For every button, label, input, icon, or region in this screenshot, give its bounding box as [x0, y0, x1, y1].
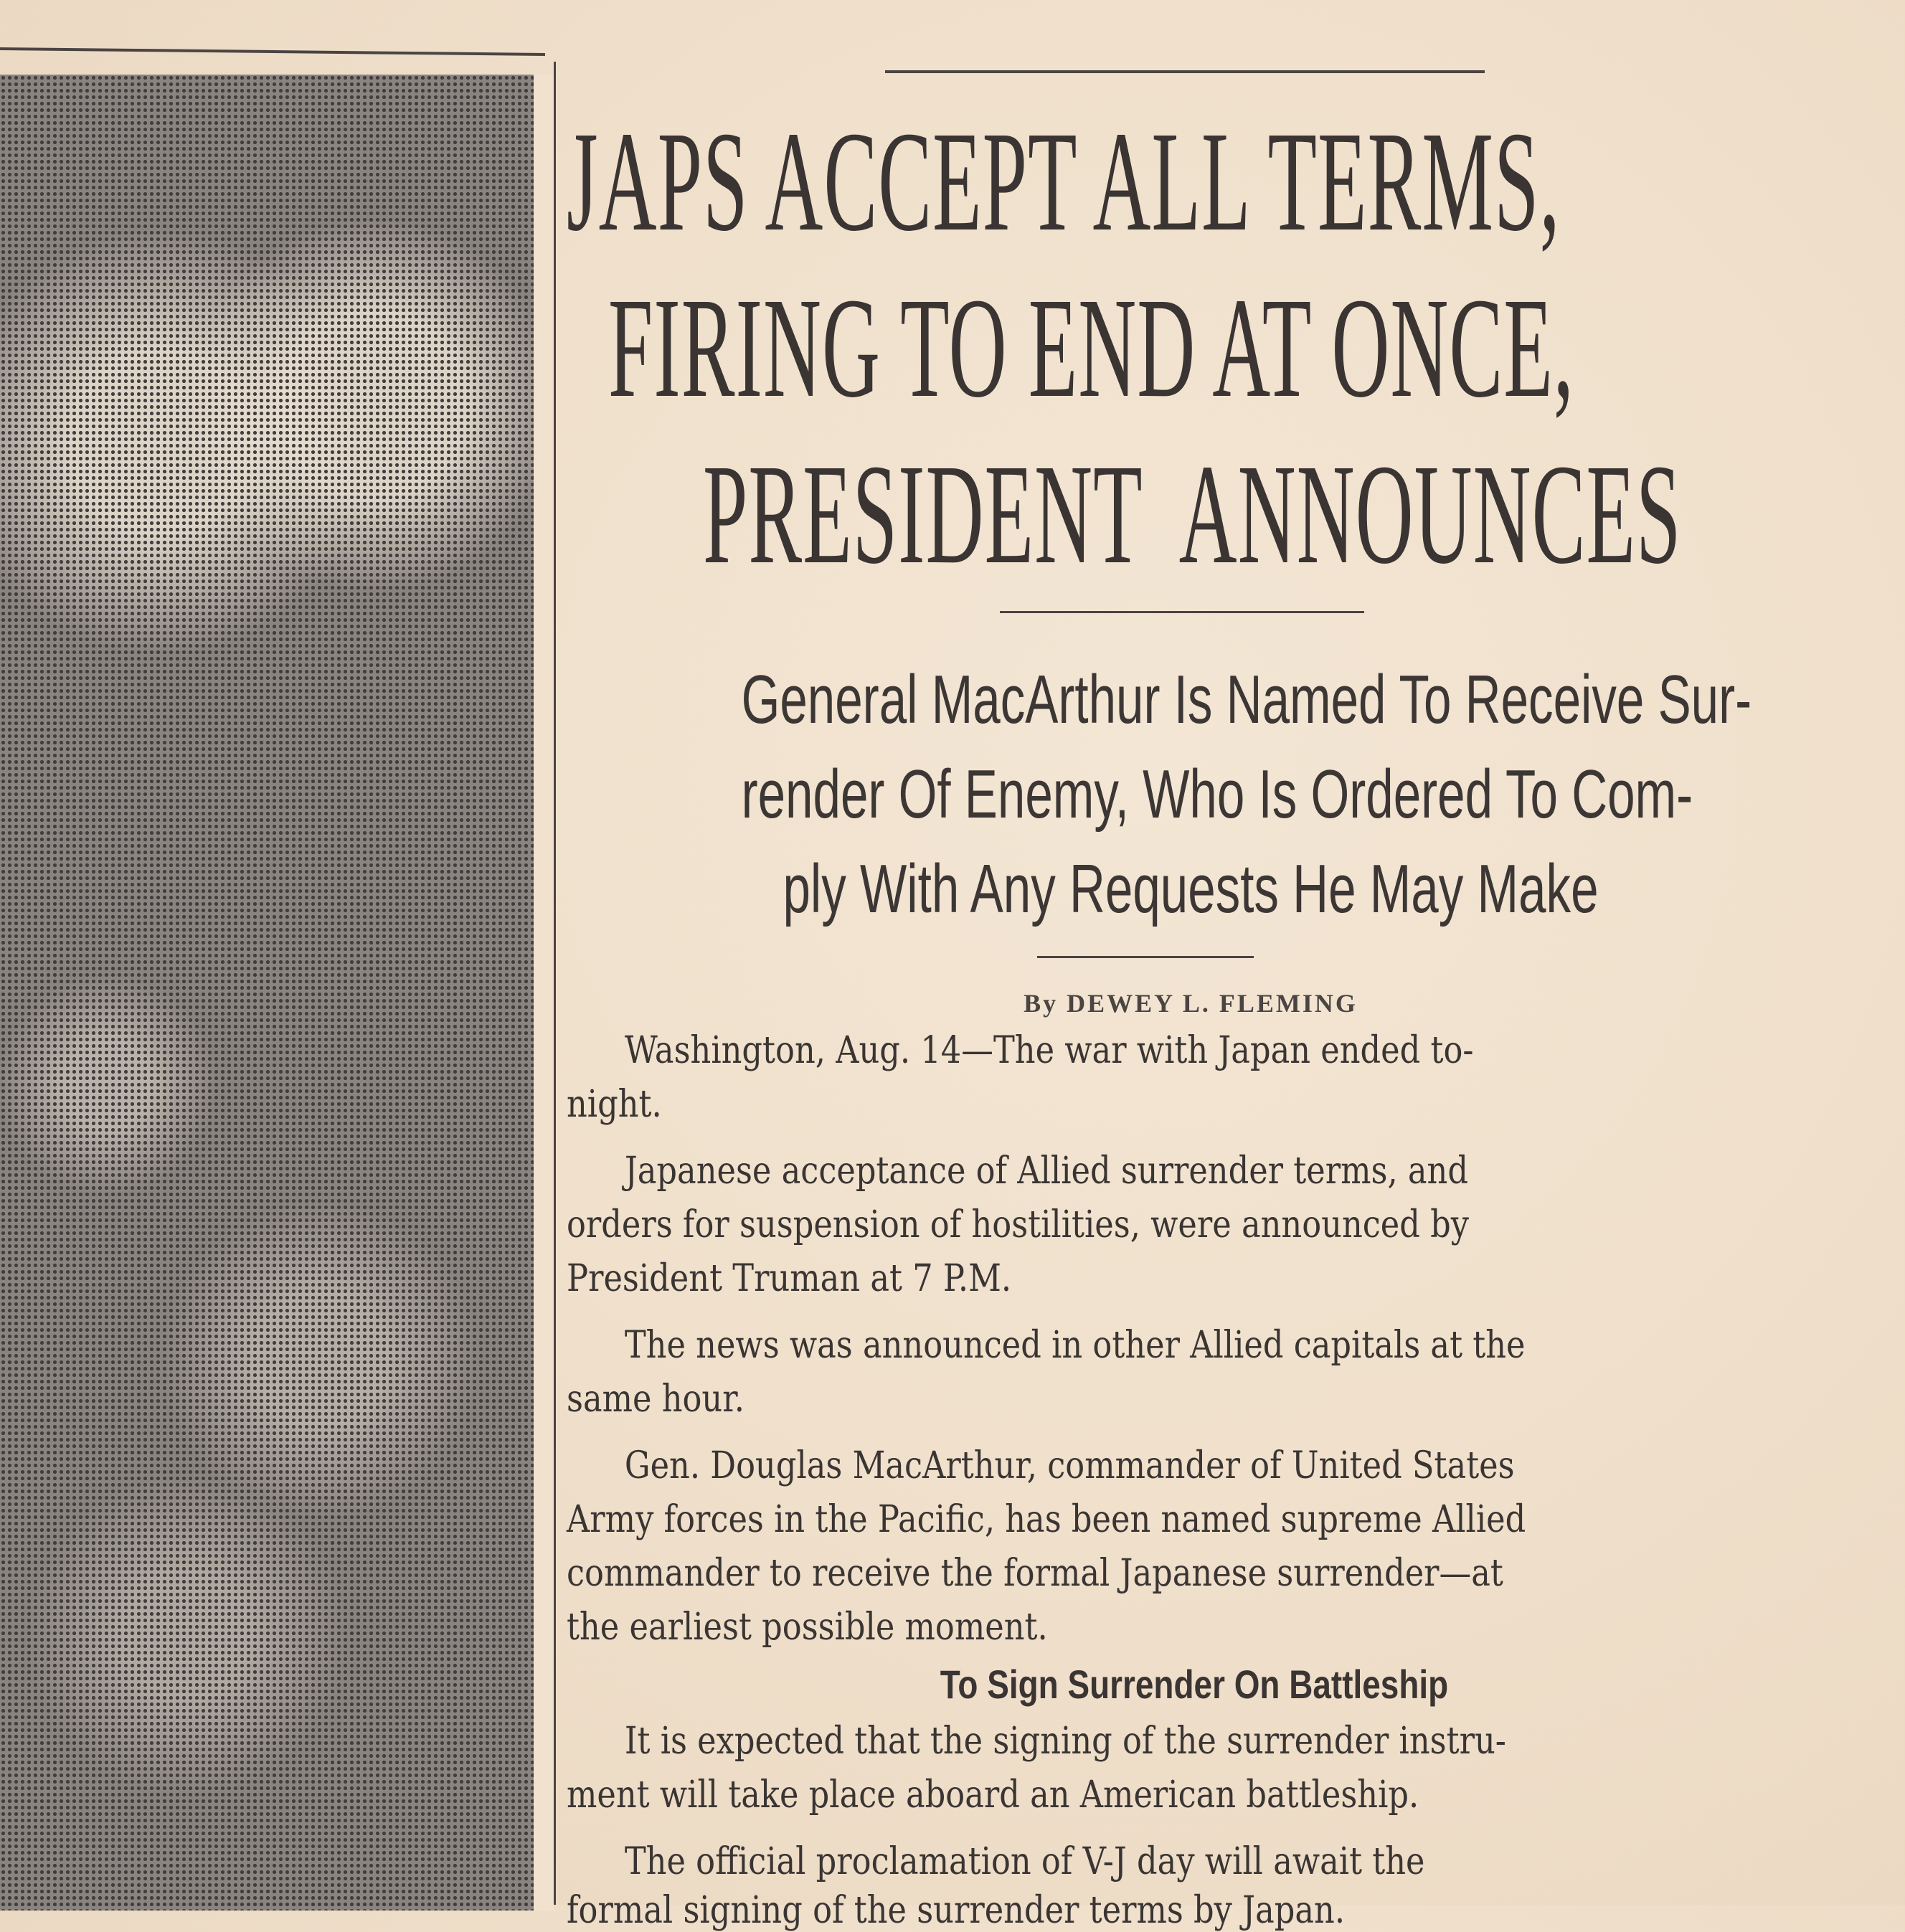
text-line: Japanese acceptance of Allied surrender terms, and — [624, 1150, 1468, 1193]
text-line: the earliest possible moment. — [567, 1606, 1048, 1649]
text-line: orders for suspension of hostilities, were announced by — [567, 1203, 1469, 1246]
paragraph-4 — [567, 1439, 1822, 1654]
deck-divider — [1037, 956, 1254, 958]
paragraph-3 — [567, 1319, 1822, 1426]
headline-divider — [1000, 611, 1364, 613]
text-line: The news was announced in other Allied capitals at the — [624, 1324, 1526, 1367]
section-subhead: To Sign Surrender On Battleship — [940, 1662, 1449, 1707]
text-line: commander to receive the formal Japanese surrender—at — [567, 1552, 1503, 1595]
text-line: Army forces in the Pacific, has been named supreme Allied — [567, 1498, 1526, 1541]
text-line: The official proclamation of V-J day will await the — [624, 1840, 1425, 1883]
text-line: Washington, Aug. 14—The war with Japan ended to- — [624, 1029, 1474, 1072]
text-line: same hour. — [567, 1378, 744, 1421]
paragraph-2 — [567, 1145, 1822, 1306]
text-line: It is expected that the signing of the surrender instru- — [624, 1720, 1506, 1763]
article-body — [567, 1024, 1822, 1889]
deck-line-1: General MacArthur Is Named To Receive Sur- — [741, 661, 1752, 738]
headline-line-3: PRESIDENT ANNOUNCES — [703, 435, 1682, 594]
text-line: President Truman at 7 P.M. — [567, 1257, 1012, 1300]
byline: By DEWEY L. FLEMING — [1024, 989, 1358, 1018]
column-rule — [554, 62, 556, 1905]
photo-margin — [534, 75, 554, 1910]
paragraph-1 — [567, 1024, 1822, 1132]
headline-top-rule — [885, 70, 1485, 73]
text-line: night. — [567, 1083, 662, 1126]
text-line: Gen. Douglas MacArthur, commander of United States — [624, 1444, 1515, 1487]
text-line: ment will take place aboard an American battleship. — [567, 1774, 1419, 1817]
top-rule-left — [0, 47, 545, 56]
headline — [567, 99, 1829, 598]
headline-line-2: FIRING TO END AT ONCE, — [608, 269, 1574, 427]
deck-line-3: ply With Any Requests He May Make — [783, 851, 1599, 927]
deck-line-2: render Of Enemy, Who Is Ordered To Com- — [741, 756, 1693, 833]
paragraph-6 — [567, 1835, 1822, 1889]
paragraph-5 — [567, 1715, 1822, 1822]
crowd-photo — [0, 75, 534, 1910]
headline-line-1: JAPS ACCEPT ALL TERMS, — [567, 103, 1561, 261]
cut-off-text-line: formal signing of the surrender terms by Japan. — [567, 1889, 1346, 1932]
deck-subheadline — [567, 653, 1815, 937]
